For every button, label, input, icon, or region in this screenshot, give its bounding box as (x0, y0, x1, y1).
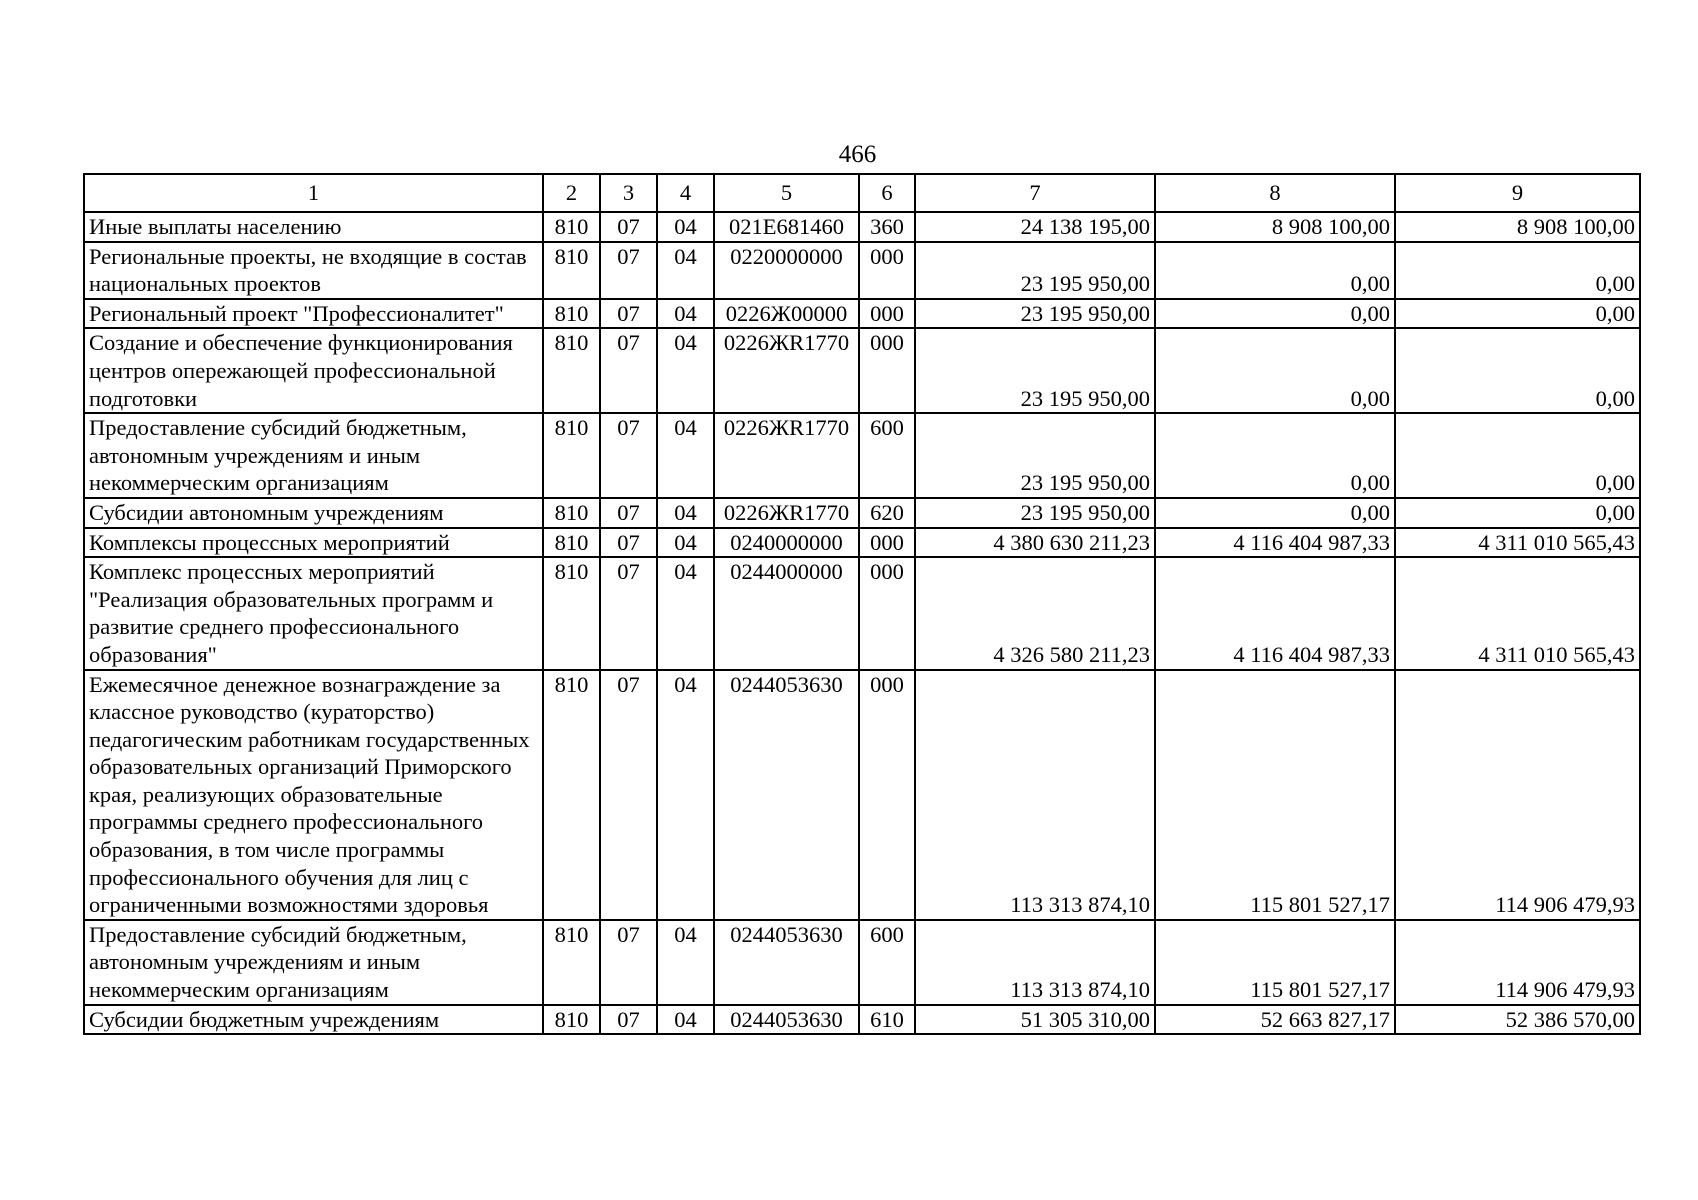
subsection-code: 04 (657, 212, 714, 242)
expense-type-code: 000 (859, 528, 915, 558)
amount-col-9: 0,00 (1395, 328, 1640, 413)
amount-col-9: 0,00 (1395, 299, 1640, 329)
amount-col-7: 113 313 874,10 (915, 920, 1155, 1005)
section-code: 07 (600, 212, 657, 242)
ministry-code: 810 (543, 557, 600, 669)
table-row (84, 413, 1640, 498)
target-article-code: 0220000000 (714, 242, 859, 299)
subsection-code: 04 (657, 242, 714, 299)
target-article-code: 0244053630 (714, 670, 859, 920)
column-header: 2 (543, 174, 600, 212)
page-number: 466 (838, 141, 877, 168)
amount-col-9: 52 386 570,00 (1395, 1005, 1640, 1035)
amount-col-7: 24 138 195,00 (915, 212, 1155, 242)
section-code: 07 (600, 670, 657, 920)
amount-col-8: 52 663 827,17 (1155, 1005, 1395, 1035)
amount-col-8: 115 801 527,17 (1155, 670, 1395, 920)
column-header: 6 (859, 174, 915, 212)
amount-col-7: 23 195 950,00 (915, 299, 1155, 329)
expense-type-code: 610 (859, 1005, 915, 1035)
subsection-code: 04 (657, 299, 714, 329)
item-name: Комплекс процессных мероприятий "Реализация образовательных программ и развитие среднего профессионального образования" (84, 557, 543, 669)
item-name: Предоставление субсидий бюджетным, автономным учреждениям и иным некоммерческим организациям (84, 413, 543, 498)
subsection-code: 04 (657, 528, 714, 558)
column-header: 8 (1155, 174, 1395, 212)
section-code: 07 (600, 528, 657, 558)
subsection-code: 04 (657, 670, 714, 920)
subsection-code: 04 (657, 920, 714, 1005)
target-article-code: 0244053630 (714, 920, 859, 1005)
subsection-code: 04 (657, 413, 714, 498)
amount-col-9: 114 906 479,93 (1395, 920, 1640, 1005)
ministry-code: 810 (543, 1005, 600, 1035)
header-row (84, 174, 1640, 212)
expense-type-code: 000 (859, 242, 915, 299)
section-code: 07 (600, 242, 657, 299)
item-name: Субсидии бюджетным учреждениям (84, 1005, 543, 1035)
expense-type-code: 360 (859, 212, 915, 242)
table-row (84, 1005, 1640, 1035)
column-header: 5 (714, 174, 859, 212)
ministry-code: 810 (543, 413, 600, 498)
item-name: Иные выплаты населению (84, 212, 543, 242)
item-name: Создание и обеспечение функционирования центров опережающей профессиональной подготовки (84, 328, 543, 413)
table-row (84, 212, 1640, 242)
amount-col-8: 4 116 404 987,33 (1155, 528, 1395, 558)
target-article-code: 0244000000 (714, 557, 859, 669)
subsection-code: 04 (657, 498, 714, 528)
expense-type-code: 600 (859, 920, 915, 1005)
section-code: 07 (600, 328, 657, 413)
expense-type-code: 000 (859, 557, 915, 669)
item-name: Субсидии автономным учреждениям (84, 498, 543, 528)
ministry-code: 810 (543, 212, 600, 242)
column-header: 9 (1395, 174, 1640, 212)
amount-col-8: 8 908 100,00 (1155, 212, 1395, 242)
amount-col-7: 51 305 310,00 (915, 1005, 1155, 1035)
table-row (84, 299, 1640, 329)
ministry-code: 810 (543, 920, 600, 1005)
table-row (84, 528, 1640, 558)
column-header: 4 (657, 174, 714, 212)
table-row (84, 670, 1640, 920)
budget-table (83, 173, 1641, 1035)
section-code: 07 (600, 557, 657, 669)
section-code: 07 (600, 413, 657, 498)
subsection-code: 04 (657, 1005, 714, 1035)
table-row (84, 557, 1640, 669)
amount-col-8: 0,00 (1155, 299, 1395, 329)
amount-col-8: 0,00 (1155, 328, 1395, 413)
item-name: Региональные проекты, не входящие в состав национальных проектов (84, 242, 543, 299)
amount-col-9: 0,00 (1395, 242, 1640, 299)
amount-col-7: 23 195 950,00 (915, 328, 1155, 413)
target-article-code: 021E681460 (714, 212, 859, 242)
target-article-code: 0244053630 (714, 1005, 859, 1035)
target-article-code: 0226ЖR1770 (714, 498, 859, 528)
amount-col-7: 23 195 950,00 (915, 413, 1155, 498)
target-article-code: 0240000000 (714, 528, 859, 558)
ministry-code: 810 (543, 328, 600, 413)
amount-col-8: 0,00 (1155, 498, 1395, 528)
subsection-code: 04 (657, 328, 714, 413)
expense-type-code: 000 (859, 328, 915, 413)
ministry-code: 810 (543, 528, 600, 558)
expense-type-code: 000 (859, 299, 915, 329)
target-article-code: 0226ЖR1770 (714, 328, 859, 413)
expense-type-code: 620 (859, 498, 915, 528)
amount-col-9: 8 908 100,00 (1395, 212, 1640, 242)
amount-col-7: 23 195 950,00 (915, 498, 1155, 528)
amount-col-8: 115 801 527,17 (1155, 920, 1395, 1005)
amount-col-9: 4 311 010 565,43 (1395, 528, 1640, 558)
ministry-code: 810 (543, 242, 600, 299)
section-code: 07 (600, 1005, 657, 1035)
column-header: 7 (915, 174, 1155, 212)
section-code: 07 (600, 299, 657, 329)
target-article-code: 0226Ж00000 (714, 299, 859, 329)
amount-col-9: 0,00 (1395, 498, 1640, 528)
amount-col-7: 4 326 580 211,23 (915, 557, 1155, 669)
item-name: Региональный проект "Профессионалитет" (84, 299, 543, 329)
amount-col-9: 0,00 (1395, 413, 1640, 498)
amount-col-8: 0,00 (1155, 413, 1395, 498)
table-row (84, 242, 1640, 299)
subsection-code: 04 (657, 557, 714, 669)
amount-col-8: 4 116 404 987,33 (1155, 557, 1395, 669)
item-name: Комплексы процессных мероприятий (84, 528, 543, 558)
column-header: 1 (84, 174, 543, 212)
amount-col-7: 4 380 630 211,23 (915, 528, 1155, 558)
expense-type-code: 600 (859, 413, 915, 498)
table-row (84, 328, 1640, 413)
section-code: 07 (600, 920, 657, 1005)
ministry-code: 810 (543, 670, 600, 920)
target-article-code: 0226ЖR1770 (714, 413, 859, 498)
item-name: Ежемесячное денежное вознаграждение за классное руководство (кураторство) педагогическим работникам государственных образовательных организаций Приморского края, реализующих образовательные программы среднего профессионального образования, в том числе программы профессионального обучения для лиц с ограниченными возможностями здоровья (84, 670, 543, 920)
amount-col-9: 4 311 010 565,43 (1395, 557, 1640, 669)
amount-col-7: 23 195 950,00 (915, 242, 1155, 299)
table-row (84, 498, 1640, 528)
item-name: Предоставление субсидий бюджетным, автономным учреждениям и иным некоммерческим организациям (84, 920, 543, 1005)
expense-type-code: 000 (859, 670, 915, 920)
ministry-code: 810 (543, 299, 600, 329)
amount-col-8: 0,00 (1155, 242, 1395, 299)
amount-col-9: 114 906 479,93 (1395, 670, 1640, 920)
column-header: 3 (600, 174, 657, 212)
section-code: 07 (600, 498, 657, 528)
amount-col-7: 113 313 874,10 (915, 670, 1155, 920)
ministry-code: 810 (543, 498, 600, 528)
table-row (84, 920, 1640, 1005)
